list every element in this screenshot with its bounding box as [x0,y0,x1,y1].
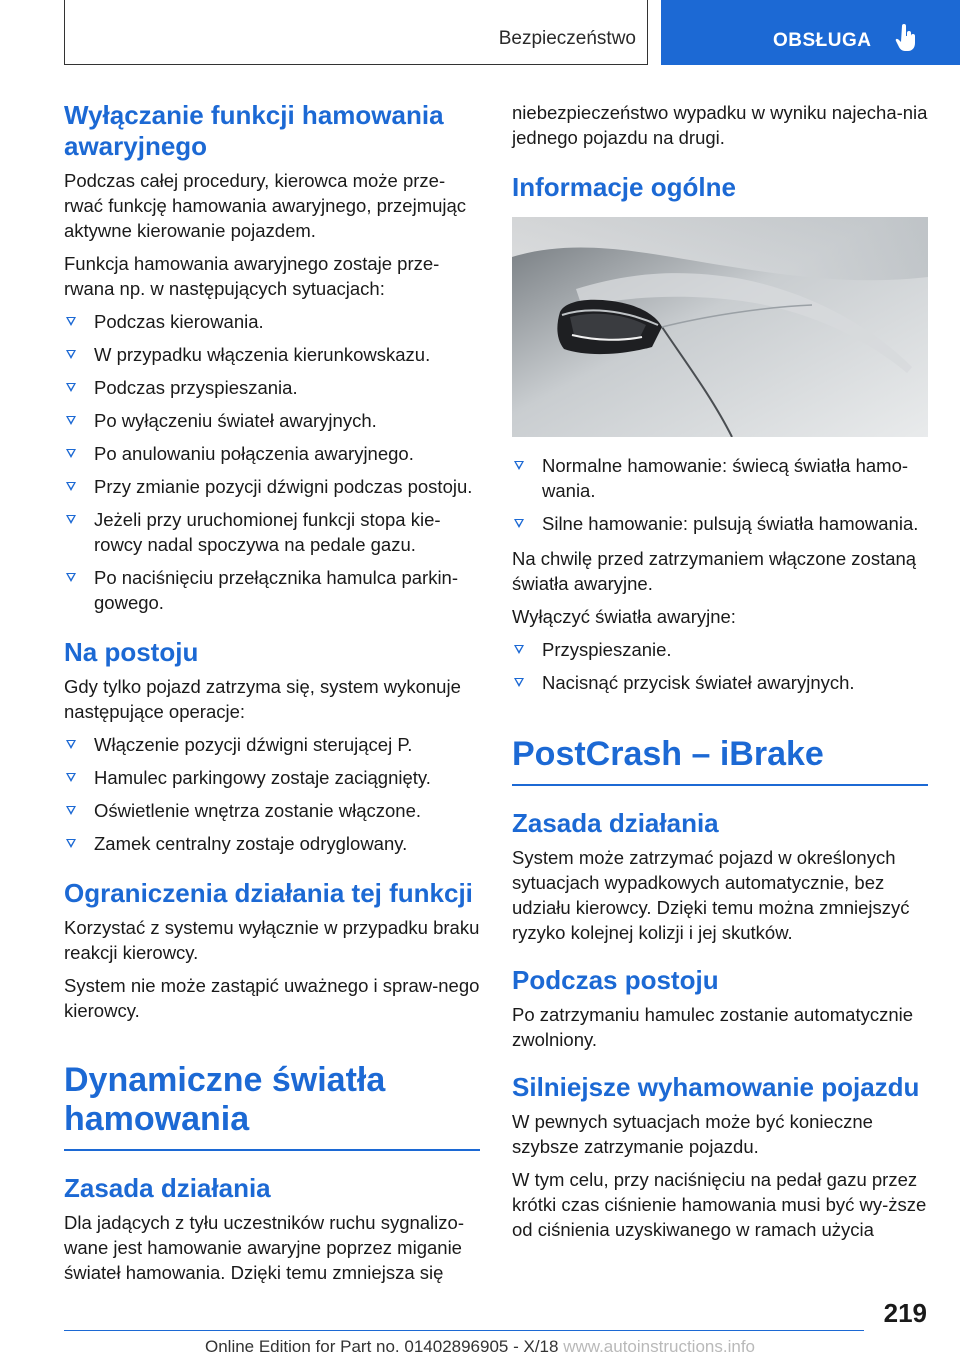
list-item: Oświetlenie wnętrza zostanie włączone. [64,798,480,823]
list-item: Przyspieszanie. [512,637,928,662]
list-item: Podczas kierowania. [64,309,480,334]
triangle-bullet-icon [66,806,76,815]
paragraph: W tym celu, przy naciśnięciu na pedał gazu przez krótki czas ciśnienie hamowania musi być wy-ższe od ciśnienia uzyskiwanego w ramach użycia [512,1169,927,1240]
triangle-bullet-icon [514,678,524,687]
right-column [512,100,928,1250]
triangle-bullet-icon [66,317,76,326]
footer-rule [64,1330,864,1331]
list-item: Po wyłączeniu świateł awaryjnych. [64,408,480,433]
heading-zasada-dzialania: Zasada działania [512,808,719,838]
heading-na-postoju: Na postoju [64,637,199,667]
bullet-list-info [512,453,928,536]
triangle-bullet-icon [66,773,76,782]
list-item: W przypadku włączenia kierunkowskazu. [64,342,480,367]
left-column [64,100,480,1293]
list-item: Przy zmianie pozycji dźwigni podczas postoju. [64,474,480,499]
triangle-bullet-icon [66,482,76,491]
footer [0,1337,960,1357]
paragraph: System nie może zastąpić uważnego i spraw-nego kierowcy. [64,975,480,1021]
paragraph: Po zatrzymaniu hamulec zostanie automatycznie zwolniony. [512,1004,914,1050]
list-item: Hamulec parkingowy zostaje zaciągnięty. [64,765,480,790]
bullet-list-postoju [64,732,480,856]
triangle-bullet-icon [66,383,76,392]
paragraph: niebezpieczeństwo wypadku w wyniku najecha-nia jednego pojazdu na drugi. [512,102,928,148]
list-item: Włączenie pozycji dźwigni sterującej P. [64,732,480,757]
chapter-tab[interactable] [661,0,960,65]
heading-dynamiczne-swiatla: Dynamiczne światła hamowania [64,1061,480,1151]
list-item: Po anulowaniu połączenia awaryjnego. [64,441,480,466]
bullet-list-wylaczanie [64,309,480,615]
paragraph: Na chwilę przed zatrzymaniem włączone zostaną światła awaryjne. [512,548,917,594]
triangle-bullet-icon [66,350,76,359]
list-item: Silne hamowanie: pulsują światła hamowania. [512,511,928,536]
edition-text: Online Edition for Part no. 01402896905 - X/18 [204,1337,559,1356]
chapter-tab-label: OBSŁUGA [773,30,872,51]
triangle-bullet-icon [514,519,524,528]
heading-postcrash-ibrake: PostCrash – iBrake [512,735,928,786]
heading-ograniczenia: Ograniczenia działania tej funkcji [64,878,473,908]
paragraph: Podczas całej procedury, kierowca może prze-rwać funkcję hamowania awaryjnego, przejmując aktywne kierowanie pojazdem. [64,170,467,241]
list-item: Po naciśnięciu przełącznika hamulca parkin-gowego. [64,565,480,615]
heading-informacje-ogolne: Informacje ogólne [512,172,736,202]
paragraph: Gdy tylko pojazd zatrzyma się, system wykonuje następujące operacje: [64,676,461,722]
page-number: 219 [883,1298,927,1328]
triangle-bullet-icon [66,449,76,458]
triangle-bullet-icon [66,573,76,582]
brand-watermark: www.autoinstructions.info [563,1337,756,1356]
header-mid-rule [647,0,648,64]
heading-zasada-dzialania: Zasada działania [64,1173,271,1203]
tail-light-image [512,217,928,437]
bullet-list-info-2 [512,637,928,695]
triangle-bullet-icon [66,515,76,524]
paragraph: System może zatrzymać pojazd w określonych sytuacjach wypadkowych automatycznie, bez udziału kierowcy. Dzięki temu można zmniejszyć ryzyko kolejnej kolizji i jej skutków. [512,847,910,943]
heading-silniejsze-wyhamowanie: Silniejsze wyhamowanie pojazdu [512,1072,920,1102]
list-item: Normalne hamowanie: świecą światła hamo-wania. [512,453,928,503]
hand-pointer-icon [895,24,917,52]
header-bottom-rule [64,64,648,65]
triangle-bullet-icon [514,461,524,470]
paragraph: Funkcja hamowania awaryjnego zostaje prze-rwana np. w następujących sytuacjach: [64,253,440,299]
paragraph: Dla jadących z tyłu uczestników ruchu sygnalizo-wane jest hamowanie awaryjne poprzez miganie świateł hamowania. Dzięki temu zmniejsza się [64,1212,464,1283]
paragraph: W pewnych sytuacjach może być konieczne szybsze zatrzymanie pojazdu. [512,1111,873,1157]
paragraph: Korzystać z systemu wyłącznie w przypadku braku reakcji kierowcy. [64,917,480,963]
list-item: Podczas przyspieszania. [64,375,480,400]
triangle-bullet-icon [514,645,524,654]
heading-podczas-postoju: Podczas postoju [512,965,719,995]
heading-wylaczanie: Wyłączanie funkcji hamowania awaryjnego [64,100,444,161]
triangle-bullet-icon [66,416,76,425]
paragraph: Wyłączyć światła awaryjne: [512,606,736,627]
list-item: Jeżeli przy uruchomionej funkcji stopa kie-rowcy nadal spoczywa na pedale gazu. [64,507,480,557]
list-item: Nacisnąć przycisk świateł awaryjnych. [512,670,928,695]
triangle-bullet-icon [66,740,76,749]
section-title: Bezpieczeństwo [498,28,636,49]
list-item: Zamek centralny zostaje odryglowany. [64,831,480,856]
triangle-bullet-icon [66,839,76,848]
